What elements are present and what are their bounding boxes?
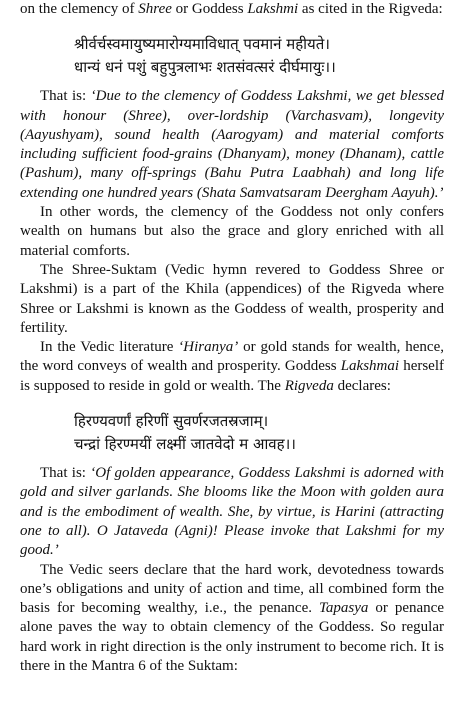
paragraph-body: [20, 261, 444, 338]
paragraph-body: [20, 338, 444, 396]
paragraph-translation: [20, 87, 444, 203]
text-run: That is:: [40, 88, 91, 105]
text-run: declares:: [333, 377, 391, 394]
text-run: as cited in the Rigveda:: [298, 1, 443, 17]
italic-text-run: ‘Due to the clemency of Goddess Lakshmi, we get blessed with honour (Shree), over-lordship (Varchasvam), longevity (Aayushyam), sound health (Aarogyam) and material comforts including sufficient food-grains (Dhanyam), money (Dhanam), cattle (Pashum), many off-springs (Bahu Putra Laabhah) and long life extending one hundred years (Shata Samvatsaram Deergham Aayuh).’: [20, 88, 444, 201]
text-run: The Vedic seers declare that the hard work, devotedness towards one’s obligations and unity of action and time, all combined form the basis for becoming wealthy, i.e., the penance.: [20, 561, 444, 617]
sanskrit-verse-line: धान्यं धनं पशुं बहुपुत्रलाभः शतसंवत्सरं दीर्घमायुः।।: [74, 58, 336, 77]
text-run: or Goddess: [171, 1, 248, 17]
text-run: on the clemency of: [20, 1, 139, 17]
italic-text-run: Shree: [138, 1, 172, 17]
text-run: The Shree-Suktam (Vedic hymn revered to Goddess Shree or Lakshmi) is a part of the Khila (appendices) of the Rigveda where Shree or Lakshmi is known as the Goddess of wealth, prosperity and fertility.: [20, 261, 444, 336]
italic-text-run: Rigveda: [284, 377, 334, 394]
italic-text-run: Tapasya: [318, 600, 369, 617]
italic-text-run: Lakshmi: [247, 1, 299, 17]
italic-text-run: Lakshmai: [340, 358, 400, 375]
paragraph-body: [20, 561, 444, 677]
text-run: or penance alone paves the way to obtain clemency of the Goddess. So regular hard work in right direction is the only instrument to become rich. It is there in the Mantra 6 of the Suktam:: [20, 600, 444, 675]
paragraph-intro: [20, 0, 444, 19]
sanskrit-verse-line: श्रीर्वर्चस्वमायुष्यमारोग्यमाविधात् पवमानं महीयते।: [74, 35, 330, 54]
italic-text-run: ‘Hiranya’: [178, 339, 239, 356]
sanskrit-verse-line: चन्द्रां हिरण्मयीं लक्ष्मीं जातवेदो म आवह।।: [74, 435, 296, 454]
text-run: That is:: [40, 465, 91, 482]
italic-text-run: ‘Of golden appearance, Goddess Lakshmi is adorned with gold and silver garlands. She blooms like the Moon with golden aura and is the embodiment of wealth. She, by virtue, is Harini (attracting one to all). O Jataveda (Agni)! Please invoke that Lakshmi for my good.’: [20, 465, 444, 559]
text-run: In other words, the clemency of the Goddess not only confers wealth on humans but also the grace and glory enriched with all material comforts.: [20, 204, 444, 259]
text-run: In the Vedic literature: [40, 339, 179, 356]
paragraph-body: [20, 203, 444, 261]
text-run: or gold stands for wealth, hence, the word conveys of wealth and prosperity. Goddess: [20, 339, 445, 375]
sanskrit-verse-line: हिरण्यवर्णां हरिणीं सुवर्णरजतस्रजाम्।: [74, 412, 269, 431]
paragraph-translation: [20, 464, 444, 560]
text-run: herself is supposed to reside in gold or wealth. The: [20, 358, 444, 394]
